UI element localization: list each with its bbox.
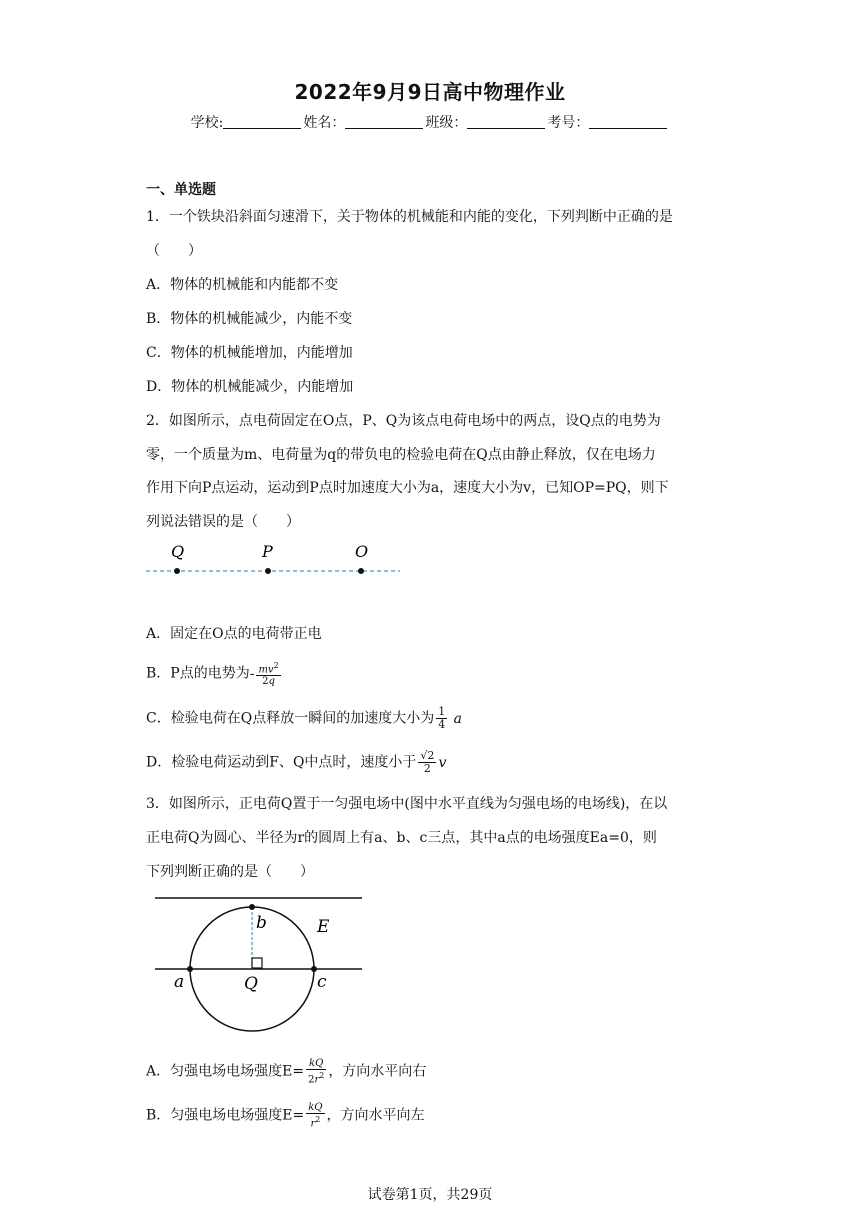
q1-option-c: C．物体的机械能增加，内能增加 xyxy=(146,345,353,361)
q3-stem-line1: 3．如图所示，正电荷Q置于一匀强电场中(图中水平直线为匀强电场的电场线)，在以 xyxy=(146,796,668,812)
exam-no-label: 考号： xyxy=(547,115,590,131)
q3-option-b-direction: ，方向水平向左 xyxy=(326,1107,425,1124)
q3-right-angle xyxy=(252,958,262,968)
q3-option-b-math: $\frac{kQ}{r^2}$ xyxy=(308,1102,323,1130)
q3-label-a: a xyxy=(174,972,185,992)
q3-figure xyxy=(150,892,370,1037)
q3-option-a-text: A．匀强电场电场强度E= xyxy=(146,1063,305,1080)
q2-label-o: O xyxy=(355,542,369,561)
q1-stem-line2: （ ） xyxy=(146,243,202,259)
q2-point-o xyxy=(358,568,364,574)
q2-stem-line3: 作用下向P点运动，运动到P点时加速度大小为a，速度大小为v，已知OP=PQ，则下 xyxy=(146,480,669,496)
q3-point-a xyxy=(187,966,193,972)
q3-option-b xyxy=(146,1102,425,1129)
q1-option-a: A．物体的机械能和内能都不变 xyxy=(146,277,339,293)
q2-label-p: P xyxy=(262,542,273,561)
class-label: 班级： xyxy=(425,115,468,131)
q2-option-b xyxy=(146,660,283,687)
q3-label-c: c xyxy=(317,972,327,992)
q3-label-q: Q xyxy=(244,974,258,994)
q2-stem-line2: 零，一个质量为m、电荷量为q的带负电的检验电荷在Q点由静止释放，仅在电场力 xyxy=(146,447,656,463)
q2-label-q: Q xyxy=(171,542,185,561)
page-title: 2022年9月9日高中物理作业 xyxy=(294,80,566,104)
school-blank[interactable] xyxy=(223,114,301,129)
school-label: 学校: xyxy=(190,115,224,131)
q3-option-a-direction: ，方向水平向右 xyxy=(328,1063,427,1080)
q2-option-d-math: $\frac{√2}{2}$ v xyxy=(420,749,447,775)
page-footer: 试卷第1页，共29页 xyxy=(367,1187,493,1203)
q3-label-b: b xyxy=(256,913,267,933)
q2-stem-line4: 列说法错误的是（ ） xyxy=(146,514,300,530)
q3-option-a-math: $\frac{kQ}{2r^2}$ xyxy=(308,1058,325,1086)
q3-stem-line3: 下列判断正确的是（ ） xyxy=(146,864,314,880)
class-blank[interactable] xyxy=(467,114,545,129)
q2-stem-line1: 2．如图所示，点电荷固定在O点，P、Q为该点电荷电场中的两点，设Q点的电势为 xyxy=(146,413,661,429)
q3-point-b xyxy=(249,904,255,910)
q2-option-b-text: B．P点的电势为 xyxy=(146,665,250,682)
name-blank[interactable] xyxy=(345,114,423,129)
name-label: 姓名： xyxy=(303,115,346,131)
q2-option-c xyxy=(146,706,462,731)
q3-option-b-text: B．匀强电场电场强度E= xyxy=(146,1107,305,1124)
student-info-line xyxy=(0,112,860,132)
q1-option-b: B．物体的机械能减少，内能不变 xyxy=(146,311,353,327)
q1-stem-line1: 1．一个铁块沿斜面匀速滑下，关于物体的机械能和内能的变化，下列判断中正确的是 xyxy=(146,209,673,225)
q1-option-d: D．物体的机械能减少，内能增加 xyxy=(146,379,354,395)
q2-figure xyxy=(144,540,404,580)
q2-option-c-text: C．检验电荷在Q点释放一瞬间的加速度大小为 xyxy=(146,710,435,727)
exam-no-blank[interactable] xyxy=(589,114,667,129)
section-title: 一、单选题 xyxy=(146,182,216,198)
q2-point-q xyxy=(174,568,180,574)
q2-option-b-math: - $\frac{mv^2}{2q}$ xyxy=(249,661,279,688)
q2-point-p xyxy=(265,568,271,574)
q2-option-a: A．固定在O点的电荷带正电 xyxy=(146,626,322,642)
q2-option-d xyxy=(146,750,446,775)
q3-stem-line2: 正电荷Q为圆心、半径为r的圆周上有a、b、c三点，其中a点的电场强度Ea=0，则 xyxy=(146,830,657,846)
q2-option-c-math: $\frac{1}{4}$ a xyxy=(438,705,463,731)
q3-label-e: E xyxy=(317,917,330,937)
q2-option-d-text: D．检验电荷运动到F、Q中点时，速度小于 xyxy=(146,754,417,771)
q3-option-a xyxy=(146,1058,426,1085)
